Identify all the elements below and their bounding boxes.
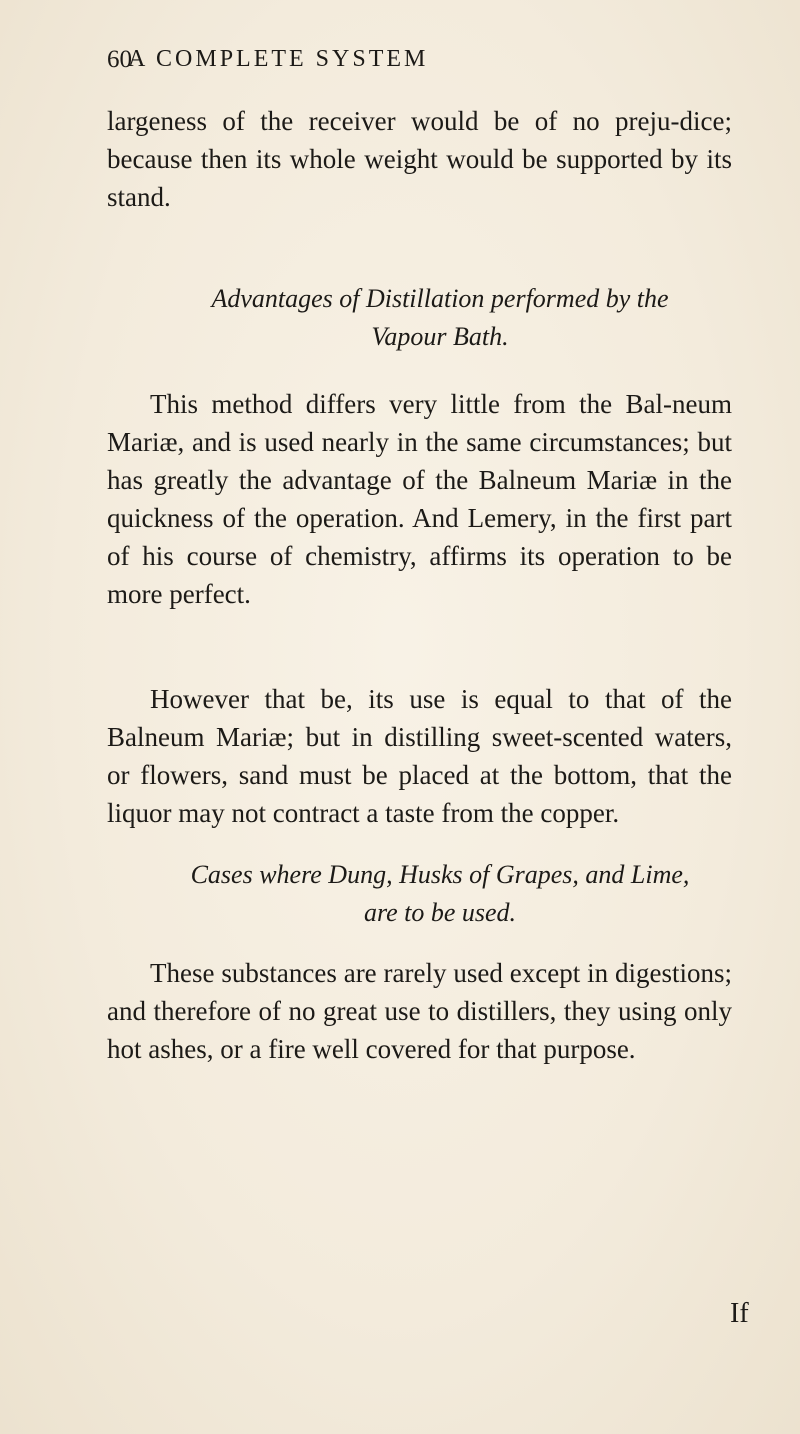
- section-heading-dung-husks-lime: [110, 856, 770, 932]
- heading-line: are to be used.: [363, 898, 517, 927]
- section-heading-vapour-bath: [110, 280, 770, 356]
- paragraph-these-substances: [107, 954, 732, 1068]
- paragraph-however: [107, 680, 732, 832]
- paragraph-text: largeness of the receiver would be of no preju-dice; because then its whole weight would be supported by its stand.: [107, 106, 732, 212]
- paragraph-text: This method differs very little from the Bal-neum Mariæ, and is used nearly in the same circumstances; but has greatly the advantage of the Balneum Mariæ in the quickness of the operation. And Lemery, in the first part of his course of chemistry, affirms its operation to be more perfect.: [107, 389, 732, 609]
- catchword: If: [730, 1298, 749, 1329]
- heading-line: Advantages of Distillation performed by the: [211, 284, 669, 313]
- paragraph-text: These substances are rarely used except in digestions; and therefore of no great use to distillers, they using only hot ashes, or a fire well covered for that purpose.: [107, 958, 732, 1064]
- heading-line: Cases where Dung, Husks of Grapes, and Lime,: [190, 860, 690, 889]
- paragraph-continuation: [107, 102, 732, 216]
- running-head: A COMPLETE SYSTEM: [128, 46, 429, 72]
- page-number: 60: [107, 46, 132, 73]
- heading-line: Vapour Bath.: [371, 322, 509, 351]
- paragraph-vapour-bath: [107, 385, 732, 613]
- paragraph-text: However that be, its use is equal to that of the Balneum Mariæ; but in distilling sweet-scented waters, or flowers, sand must be placed at the bottom, that the liquor may not contract a taste from the copper.: [107, 684, 732, 828]
